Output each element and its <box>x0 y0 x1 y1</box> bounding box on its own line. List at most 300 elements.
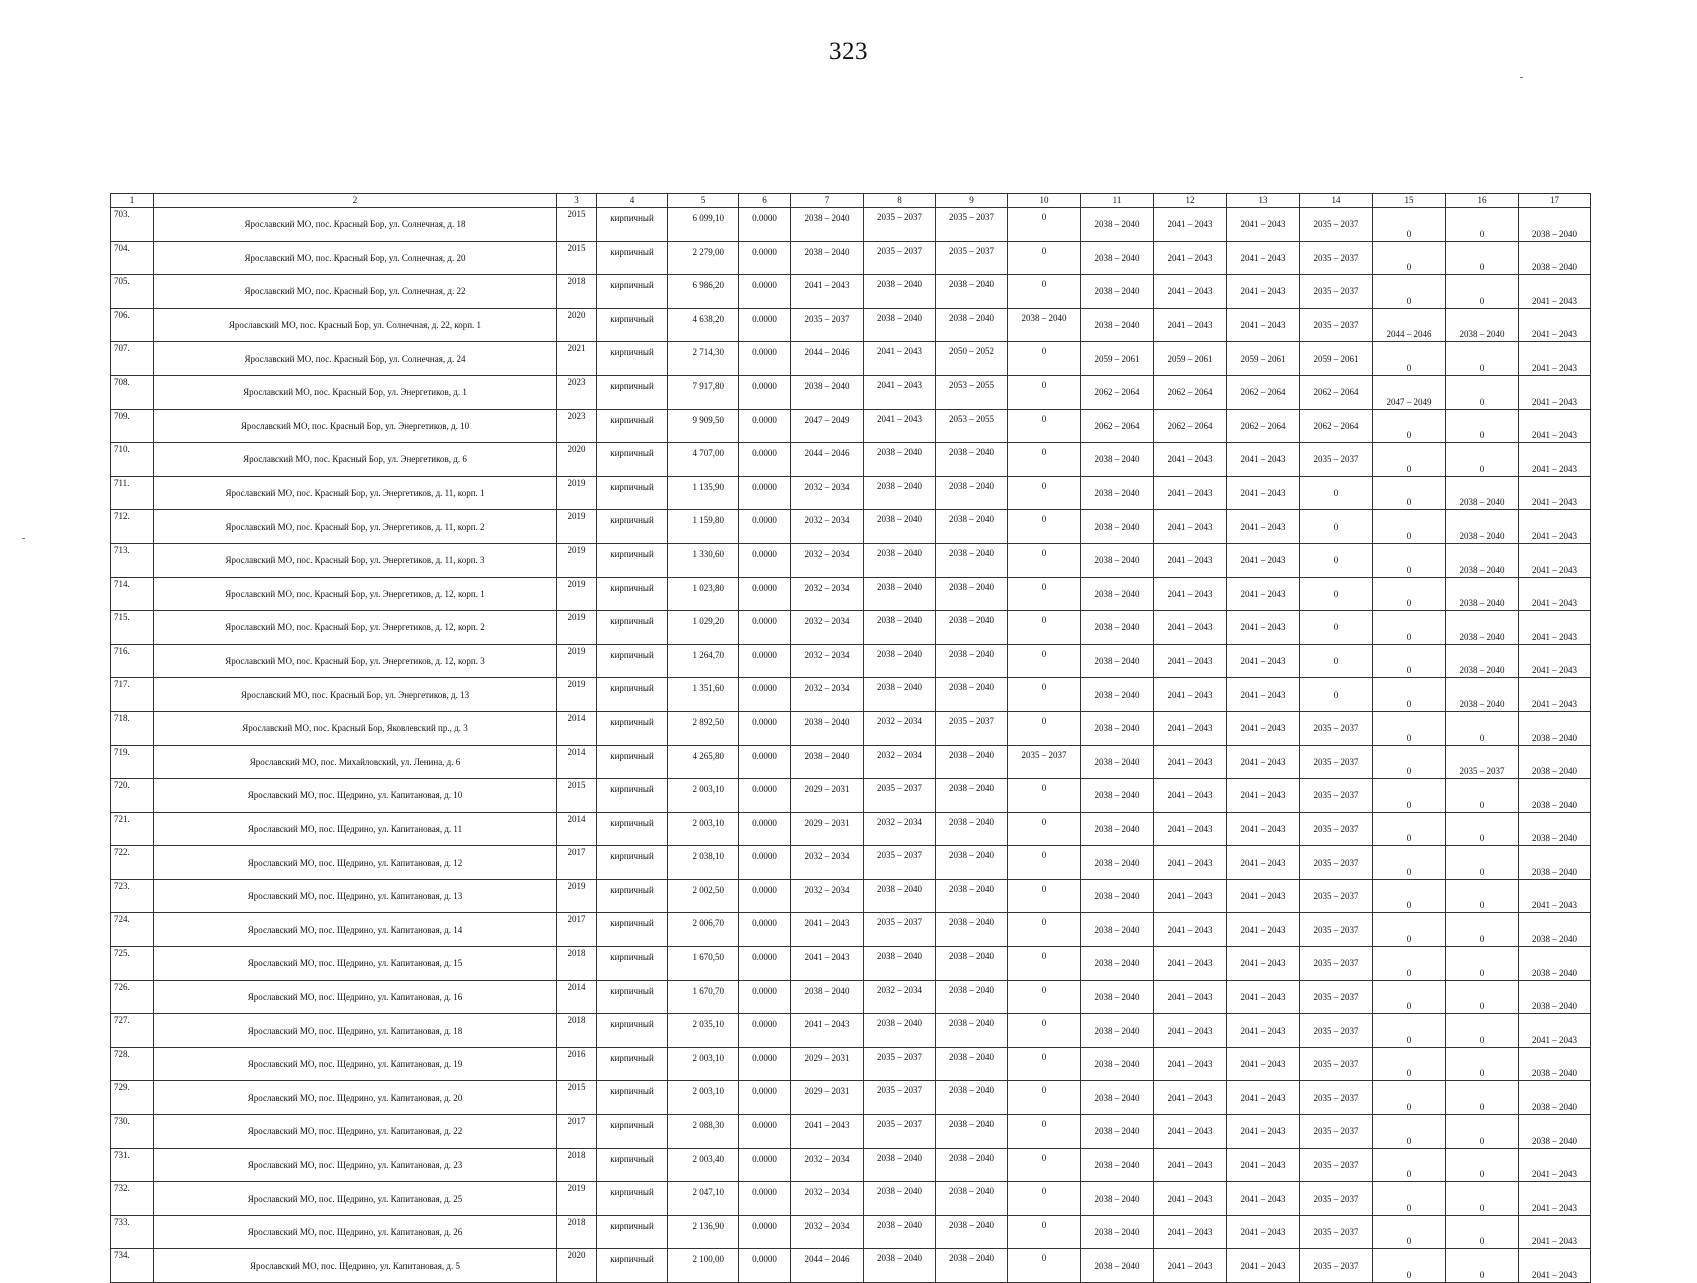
period-14-cell: 0 <box>1300 644 1373 678</box>
wear-cell: 0.0000 <box>739 947 791 981</box>
wall-material-cell: кирпичный <box>597 375 668 409</box>
period-13-cell: 2041 – 2043 <box>1227 1148 1300 1182</box>
period-14-cell: 2035 – 2037 <box>1300 208 1373 242</box>
address-cell: Ярославский МО, пос. Красный Бор, ул. Энергетиков, д. 12, корп. 2 <box>154 611 557 645</box>
period-15-cell: 0 <box>1373 1014 1446 1048</box>
period-9-cell: 2035 – 2037 <box>936 711 1008 745</box>
wear-cell: 0.0000 <box>739 476 791 510</box>
period-7-cell: 2032 – 2034 <box>791 1182 864 1216</box>
address-cell: Ярославский МО, пос. Михайловский, ул. Ленина, д. 6 <box>154 745 557 779</box>
wall-material-cell: кирпичный <box>597 543 668 577</box>
wall-material-cell: кирпичный <box>597 846 668 880</box>
period-12-cell: 2041 – 2043 <box>1154 1014 1227 1048</box>
period-14-cell: 0 <box>1300 543 1373 577</box>
period-11-cell: 2062 – 2064 <box>1081 375 1154 409</box>
address-cell: Ярославский МО, пос. Щедрино, ул. Капитановая, д. 19 <box>154 1047 557 1081</box>
period-11-cell: 2038 – 2040 <box>1081 308 1154 342</box>
period-7-cell: 2038 – 2040 <box>791 980 864 1014</box>
table-row <box>111 913 1591 947</box>
period-9-cell: 2038 – 2040 <box>936 1148 1008 1182</box>
period-7-cell: 2038 – 2040 <box>791 745 864 779</box>
period-16-cell: 0 <box>1446 779 1519 813</box>
table-row <box>111 644 1591 678</box>
period-17-cell: 2041 – 2043 <box>1519 308 1591 342</box>
address-cell: Ярославский МО, пос. Красный Бор, ул. Энергетиков, д. 12, корп. 3 <box>154 644 557 678</box>
area-cell: 2 892,50 <box>668 711 739 745</box>
period-17-cell: 2038 – 2040 <box>1519 1047 1591 1081</box>
period-15-cell: 0 <box>1373 745 1446 779</box>
period-10-cell: 0 <box>1008 1047 1081 1081</box>
address-cell: Ярославский МО, пос. Щедрино, ул. Капитановая, д. 5 <box>154 1249 557 1283</box>
period-15-cell: 0 <box>1373 510 1446 544</box>
period-10-cell: 0 <box>1008 577 1081 611</box>
period-13-cell: 2041 – 2043 <box>1227 1014 1300 1048</box>
period-7-cell: 2032 – 2034 <box>791 846 864 880</box>
period-16-cell: 0 <box>1446 275 1519 309</box>
address-cell: Ярославский МО, пос. Щедрино, ул. Капитановая, д. 14 <box>154 913 557 947</box>
header-row <box>111 194 1591 208</box>
period-16-cell: 0 <box>1446 1115 1519 1149</box>
address-cell: Ярославский МО, пос. Щедрино, ул. Капитановая, д. 16 <box>154 980 557 1014</box>
period-11-cell: 2038 – 2040 <box>1081 1215 1154 1249</box>
column-number-7: 7 <box>791 194 864 208</box>
period-13-cell: 2041 – 2043 <box>1227 846 1300 880</box>
year-cell: 2019 <box>557 611 597 645</box>
period-15-cell: 0 <box>1373 241 1446 275</box>
period-11-cell: 2038 – 2040 <box>1081 1047 1154 1081</box>
address-cell: Ярославский МО, пос. Щедрино, ул. Капитановая, д. 25 <box>154 1182 557 1216</box>
year-cell: 2018 <box>557 1014 597 1048</box>
period-16-cell: 0 <box>1446 342 1519 376</box>
row-number-cell: 704. <box>111 241 154 275</box>
area-cell: 1 351,60 <box>668 678 739 712</box>
period-10-cell: 0 <box>1008 342 1081 376</box>
wall-material-cell: кирпичный <box>597 812 668 846</box>
period-16-cell: 2035 – 2037 <box>1446 745 1519 779</box>
period-12-cell: 2041 – 2043 <box>1154 1081 1227 1115</box>
period-15-cell: 0 <box>1373 409 1446 443</box>
column-number-6: 6 <box>739 194 791 208</box>
period-10-cell: 0 <box>1008 678 1081 712</box>
period-7-cell: 2041 – 2043 <box>791 1115 864 1149</box>
period-11-cell: 2038 – 2040 <box>1081 543 1154 577</box>
period-10-cell: 2038 – 2040 <box>1008 308 1081 342</box>
period-11-cell: 2038 – 2040 <box>1081 1081 1154 1115</box>
period-7-cell: 2044 – 2046 <box>791 1249 864 1283</box>
period-16-cell: 2038 – 2040 <box>1446 577 1519 611</box>
year-cell: 2019 <box>557 1182 597 1216</box>
period-12-cell: 2041 – 2043 <box>1154 308 1227 342</box>
wall-material-cell: кирпичный <box>597 779 668 813</box>
period-11-cell: 2059 – 2061 <box>1081 342 1154 376</box>
period-16-cell: 0 <box>1446 947 1519 981</box>
period-14-cell: 2062 – 2064 <box>1300 375 1373 409</box>
column-number-8: 8 <box>864 194 936 208</box>
period-17-cell: 2038 – 2040 <box>1519 779 1591 813</box>
period-7-cell: 2041 – 2043 <box>791 913 864 947</box>
period-8-cell: 2032 – 2034 <box>864 980 936 1014</box>
wall-material-cell: кирпичный <box>597 611 668 645</box>
period-15-cell: 0 <box>1373 812 1446 846</box>
period-14-cell: 2035 – 2037 <box>1300 879 1373 913</box>
wall-material-cell: кирпичный <box>597 342 668 376</box>
period-7-cell: 2029 – 2031 <box>791 1081 864 1115</box>
wall-material-cell: кирпичный <box>597 1249 668 1283</box>
period-12-cell: 2041 – 2043 <box>1154 611 1227 645</box>
row-number-cell: 713. <box>111 543 154 577</box>
area-cell: 1 670,50 <box>668 947 739 981</box>
table-row <box>111 577 1591 611</box>
period-17-cell: 2041 – 2043 <box>1519 1215 1591 1249</box>
table-row <box>111 846 1591 880</box>
wall-material-cell: кирпичный <box>597 1148 668 1182</box>
period-17-cell: 2038 – 2040 <box>1519 812 1591 846</box>
wall-material-cell: кирпичный <box>597 443 668 477</box>
wear-cell: 0.0000 <box>739 812 791 846</box>
period-15-cell: 0 <box>1373 208 1446 242</box>
period-9-cell: 2038 – 2040 <box>936 577 1008 611</box>
period-9-cell: 2038 – 2040 <box>936 443 1008 477</box>
period-7-cell: 2032 – 2034 <box>791 577 864 611</box>
table-row <box>111 745 1591 779</box>
period-9-cell: 2038 – 2040 <box>936 913 1008 947</box>
row-number-cell: 734. <box>111 1249 154 1283</box>
period-9-cell: 2038 – 2040 <box>936 1081 1008 1115</box>
period-14-cell: 2035 – 2037 <box>1300 241 1373 275</box>
period-9-cell: 2053 – 2055 <box>936 409 1008 443</box>
period-17-cell: 2041 – 2043 <box>1519 1182 1591 1216</box>
period-12-cell: 2041 – 2043 <box>1154 476 1227 510</box>
period-8-cell: 2038 – 2040 <box>864 644 936 678</box>
column-number-14: 14 <box>1300 194 1373 208</box>
period-9-cell: 2038 – 2040 <box>936 1215 1008 1249</box>
period-7-cell: 2044 – 2046 <box>791 443 864 477</box>
period-8-cell: 2035 – 2037 <box>864 1081 936 1115</box>
period-13-cell: 2041 – 2043 <box>1227 711 1300 745</box>
row-number-cell: 708. <box>111 375 154 409</box>
row-number-cell: 716. <box>111 644 154 678</box>
table-row <box>111 812 1591 846</box>
period-17-cell: 2038 – 2040 <box>1519 1081 1591 1115</box>
period-9-cell: 2038 – 2040 <box>936 611 1008 645</box>
period-14-cell: 2035 – 2037 <box>1300 745 1373 779</box>
year-cell: 2014 <box>557 711 597 745</box>
period-7-cell: 2032 – 2034 <box>791 476 864 510</box>
period-14-cell: 2035 – 2037 <box>1300 1081 1373 1115</box>
address-cell: Ярославский МО, пос. Красный Бор, ул. Солнечная, д. 22 <box>154 275 557 309</box>
row-number-cell: 722. <box>111 846 154 880</box>
period-15-cell: 0 <box>1373 980 1446 1014</box>
table-row <box>111 611 1591 645</box>
period-17-cell: 2041 – 2043 <box>1519 678 1591 712</box>
period-11-cell: 2038 – 2040 <box>1081 644 1154 678</box>
period-13-cell: 2041 – 2043 <box>1227 745 1300 779</box>
wall-material-cell: кирпичный <box>597 711 668 745</box>
address-cell: Ярославский МО, пос. Красный Бор, ул. Энергетиков, д. 11, корп. 3 <box>154 543 557 577</box>
period-12-cell: 2041 – 2043 <box>1154 980 1227 1014</box>
period-14-cell: 2035 – 2037 <box>1300 443 1373 477</box>
wear-cell: 0.0000 <box>739 510 791 544</box>
period-10-cell: 0 <box>1008 846 1081 880</box>
wear-cell: 0.0000 <box>739 879 791 913</box>
period-13-cell: 2041 – 2043 <box>1227 275 1300 309</box>
period-10-cell: 0 <box>1008 1081 1081 1115</box>
period-15-cell: 0 <box>1373 879 1446 913</box>
wear-cell: 0.0000 <box>739 846 791 880</box>
period-16-cell: 0 <box>1446 913 1519 947</box>
address-cell: Ярославский МО, пос. Щедрино, ул. Капитановая, д. 26 <box>154 1215 557 1249</box>
period-7-cell: 2041 – 2043 <box>791 947 864 981</box>
period-10-cell: 0 <box>1008 1014 1081 1048</box>
period-17-cell: 2041 – 2043 <box>1519 342 1591 376</box>
address-cell: Ярославский МО, пос. Красный Бор, ул. Энергетиков, д. 10 <box>154 409 557 443</box>
year-cell: 2020 <box>557 443 597 477</box>
column-number-3: 3 <box>557 194 597 208</box>
period-9-cell: 2038 – 2040 <box>936 1249 1008 1283</box>
period-13-cell: 2041 – 2043 <box>1227 208 1300 242</box>
wear-cell: 0.0000 <box>739 1249 791 1283</box>
period-13-cell: 2041 – 2043 <box>1227 1115 1300 1149</box>
wall-material-cell: кирпичный <box>597 241 668 275</box>
period-7-cell: 2032 – 2034 <box>791 879 864 913</box>
period-12-cell: 2041 – 2043 <box>1154 1215 1227 1249</box>
period-8-cell: 2032 – 2034 <box>864 812 936 846</box>
period-14-cell: 2035 – 2037 <box>1300 913 1373 947</box>
period-16-cell: 0 <box>1446 1047 1519 1081</box>
period-16-cell: 0 <box>1446 443 1519 477</box>
period-14-cell: 2035 – 2037 <box>1300 1148 1373 1182</box>
year-cell: 2017 <box>557 846 597 880</box>
wear-cell: 0.0000 <box>739 611 791 645</box>
period-11-cell: 2038 – 2040 <box>1081 510 1154 544</box>
period-14-cell: 2035 – 2037 <box>1300 711 1373 745</box>
table-row <box>111 308 1591 342</box>
period-8-cell: 2032 – 2034 <box>864 711 936 745</box>
period-13-cell: 2041 – 2043 <box>1227 308 1300 342</box>
period-12-cell: 2041 – 2043 <box>1154 1182 1227 1216</box>
column-number-15: 15 <box>1373 194 1446 208</box>
area-cell: 2 003,10 <box>668 1081 739 1115</box>
address-cell: Ярославский МО, пос. Щедрино, ул. Капитановая, д. 15 <box>154 947 557 981</box>
wear-cell: 0.0000 <box>739 1115 791 1149</box>
period-13-cell: 2062 – 2064 <box>1227 375 1300 409</box>
wall-material-cell: кирпичный <box>597 1115 668 1149</box>
wall-material-cell: кирпичный <box>597 1081 668 1115</box>
period-9-cell: 2038 – 2040 <box>936 275 1008 309</box>
period-8-cell: 2038 – 2040 <box>864 308 936 342</box>
period-7-cell: 2029 – 2031 <box>791 1047 864 1081</box>
period-10-cell: 0 <box>1008 711 1081 745</box>
address-cell: Ярославский МО, пос. Щедрино, ул. Капитановая, д. 11 <box>154 812 557 846</box>
period-11-cell: 2038 – 2040 <box>1081 241 1154 275</box>
column-number-1: 1 <box>111 194 154 208</box>
period-9-cell: 2038 – 2040 <box>936 947 1008 981</box>
wall-material-cell: кирпичный <box>597 510 668 544</box>
period-16-cell: 2038 – 2040 <box>1446 476 1519 510</box>
period-7-cell: 2038 – 2040 <box>791 241 864 275</box>
wall-material-cell: кирпичный <box>597 1215 668 1249</box>
period-10-cell: 0 <box>1008 611 1081 645</box>
period-10-cell: 0 <box>1008 1115 1081 1149</box>
address-cell: Ярославский МО, пос. Щедрино, ул. Капитановая, д. 10 <box>154 779 557 813</box>
address-cell: Ярославский МО, пос. Красный Бор, ул. Энергетиков, д. 1 <box>154 375 557 409</box>
period-8-cell: 2038 – 2040 <box>864 1182 936 1216</box>
wear-cell: 0.0000 <box>739 1047 791 1081</box>
row-number-cell: 731. <box>111 1148 154 1182</box>
wear-cell: 0.0000 <box>739 980 791 1014</box>
area-cell: 4 707,00 <box>668 443 739 477</box>
period-15-cell: 0 <box>1373 678 1446 712</box>
period-9-cell: 2038 – 2040 <box>936 308 1008 342</box>
area-cell: 1 264,70 <box>668 644 739 678</box>
period-8-cell: 2038 – 2040 <box>864 1148 936 1182</box>
period-11-cell: 2062 – 2064 <box>1081 409 1154 443</box>
period-16-cell: 2038 – 2040 <box>1446 510 1519 544</box>
period-17-cell: 2038 – 2040 <box>1519 846 1591 880</box>
period-15-cell: 0 <box>1373 1182 1446 1216</box>
period-7-cell: 2032 – 2034 <box>791 611 864 645</box>
period-16-cell: 0 <box>1446 1081 1519 1115</box>
period-11-cell: 2038 – 2040 <box>1081 1249 1154 1283</box>
period-10-cell: 0 <box>1008 879 1081 913</box>
period-7-cell: 2032 – 2034 <box>791 1215 864 1249</box>
period-13-cell: 2041 – 2043 <box>1227 1215 1300 1249</box>
period-8-cell: 2038 – 2040 <box>864 879 936 913</box>
wear-cell: 0.0000 <box>739 1215 791 1249</box>
wear-cell: 0.0000 <box>739 308 791 342</box>
period-7-cell: 2032 – 2034 <box>791 644 864 678</box>
row-number-cell: 717. <box>111 678 154 712</box>
period-15-cell: 0 <box>1373 1215 1446 1249</box>
period-13-cell: 2041 – 2043 <box>1227 644 1300 678</box>
year-cell: 2023 <box>557 409 597 443</box>
year-cell: 2020 <box>557 1249 597 1283</box>
period-15-cell: 0 <box>1373 947 1446 981</box>
year-cell: 2015 <box>557 208 597 242</box>
wear-cell: 0.0000 <box>739 275 791 309</box>
period-17-cell: 2038 – 2040 <box>1519 947 1591 981</box>
wear-cell: 0.0000 <box>739 208 791 242</box>
period-16-cell: 0 <box>1446 208 1519 242</box>
wall-material-cell: кирпичный <box>597 913 668 947</box>
address-cell: Ярославский МО, пос. Щедрино, ул. Капитановая, д. 13 <box>154 879 557 913</box>
period-7-cell: 2038 – 2040 <box>791 375 864 409</box>
row-number-cell: 707. <box>111 342 154 376</box>
table-row <box>111 678 1591 712</box>
column-number-9: 9 <box>936 194 1008 208</box>
period-11-cell: 2038 – 2040 <box>1081 678 1154 712</box>
period-8-cell: 2038 – 2040 <box>864 577 936 611</box>
row-number-cell: 711. <box>111 476 154 510</box>
period-15-cell: 0 <box>1373 1148 1446 1182</box>
period-10-cell: 0 <box>1008 1249 1081 1283</box>
period-9-cell: 2038 – 2040 <box>936 779 1008 813</box>
period-8-cell: 2038 – 2040 <box>864 510 936 544</box>
period-12-cell: 2041 – 2043 <box>1154 879 1227 913</box>
period-14-cell: 2035 – 2037 <box>1300 1182 1373 1216</box>
period-17-cell: 2038 – 2040 <box>1519 1115 1591 1149</box>
area-cell: 1 029,20 <box>668 611 739 645</box>
table-row <box>111 1081 1591 1115</box>
row-number-cell: 723. <box>111 879 154 913</box>
period-17-cell: 2038 – 2040 <box>1519 208 1591 242</box>
period-8-cell: 2038 – 2040 <box>864 443 936 477</box>
period-12-cell: 2041 – 2043 <box>1154 510 1227 544</box>
area-cell: 2 003,40 <box>668 1148 739 1182</box>
wear-cell: 0.0000 <box>739 745 791 779</box>
column-number-10: 10 <box>1008 194 1081 208</box>
year-cell: 2018 <box>557 947 597 981</box>
period-13-cell: 2041 – 2043 <box>1227 1081 1300 1115</box>
table-row <box>111 208 1591 242</box>
year-cell: 2019 <box>557 879 597 913</box>
period-10-cell: 0 <box>1008 1182 1081 1216</box>
wear-cell: 0.0000 <box>739 577 791 611</box>
period-12-cell: 2041 – 2043 <box>1154 241 1227 275</box>
period-15-cell: 2044 – 2046 <box>1373 308 1446 342</box>
period-16-cell: 2038 – 2040 <box>1446 644 1519 678</box>
period-11-cell: 2038 – 2040 <box>1081 476 1154 510</box>
row-number-cell: 709. <box>111 409 154 443</box>
housing-register-table <box>110 193 1591 1283</box>
wall-material-cell: кирпичный <box>597 1014 668 1048</box>
wear-cell: 0.0000 <box>739 342 791 376</box>
wear-cell: 0.0000 <box>739 375 791 409</box>
table-row <box>111 1148 1591 1182</box>
period-14-cell: 2035 – 2037 <box>1300 1249 1373 1283</box>
period-11-cell: 2038 – 2040 <box>1081 779 1154 813</box>
row-number-cell: 706. <box>111 308 154 342</box>
column-number-4: 4 <box>597 194 668 208</box>
period-11-cell: 2038 – 2040 <box>1081 879 1154 913</box>
wall-material-cell: кирпичный <box>597 308 668 342</box>
period-16-cell: 0 <box>1446 1182 1519 1216</box>
period-13-cell: 2062 – 2064 <box>1227 409 1300 443</box>
year-cell: 2018 <box>557 275 597 309</box>
year-cell: 2019 <box>557 543 597 577</box>
year-cell: 2019 <box>557 678 597 712</box>
page-number: 323 <box>829 38 868 65</box>
period-16-cell: 0 <box>1446 879 1519 913</box>
wall-material-cell: кирпичный <box>597 980 668 1014</box>
period-15-cell: 0 <box>1373 443 1446 477</box>
period-10-cell: 0 <box>1008 409 1081 443</box>
table-row <box>111 375 1591 409</box>
period-16-cell: 2038 – 2040 <box>1446 678 1519 712</box>
period-9-cell: 2038 – 2040 <box>936 543 1008 577</box>
address-cell: Ярославский МО, пос. Красный Бор, ул. Энергетиков, д. 11, корп. 2 <box>154 510 557 544</box>
period-9-cell: 2038 – 2040 <box>936 1182 1008 1216</box>
period-9-cell: 2038 – 2040 <box>936 980 1008 1014</box>
period-9-cell: 2038 – 2040 <box>936 1047 1008 1081</box>
period-10-cell: 0 <box>1008 443 1081 477</box>
year-cell: 2019 <box>557 644 597 678</box>
address-cell: Ярославский МО, пос. Красный Бор, ул. Энергетиков, д. 6 <box>154 443 557 477</box>
period-11-cell: 2038 – 2040 <box>1081 1148 1154 1182</box>
area-cell: 1 670,70 <box>668 980 739 1014</box>
area-cell: 1 135,90 <box>668 476 739 510</box>
address-cell: Ярославский МО, пос. Красный Бор, Яковлевский пр., д. 3 <box>154 711 557 745</box>
period-14-cell: 2035 – 2037 <box>1300 980 1373 1014</box>
row-number-cell: 720. <box>111 779 154 813</box>
area-cell: 4 265,80 <box>668 745 739 779</box>
period-17-cell: 2041 – 2043 <box>1519 1014 1591 1048</box>
period-9-cell: 2038 – 2040 <box>936 510 1008 544</box>
wall-material-cell: кирпичный <box>597 879 668 913</box>
table-row <box>111 1014 1591 1048</box>
row-number-cell: 727. <box>111 1014 154 1048</box>
area-cell: 2 003,10 <box>668 779 739 813</box>
